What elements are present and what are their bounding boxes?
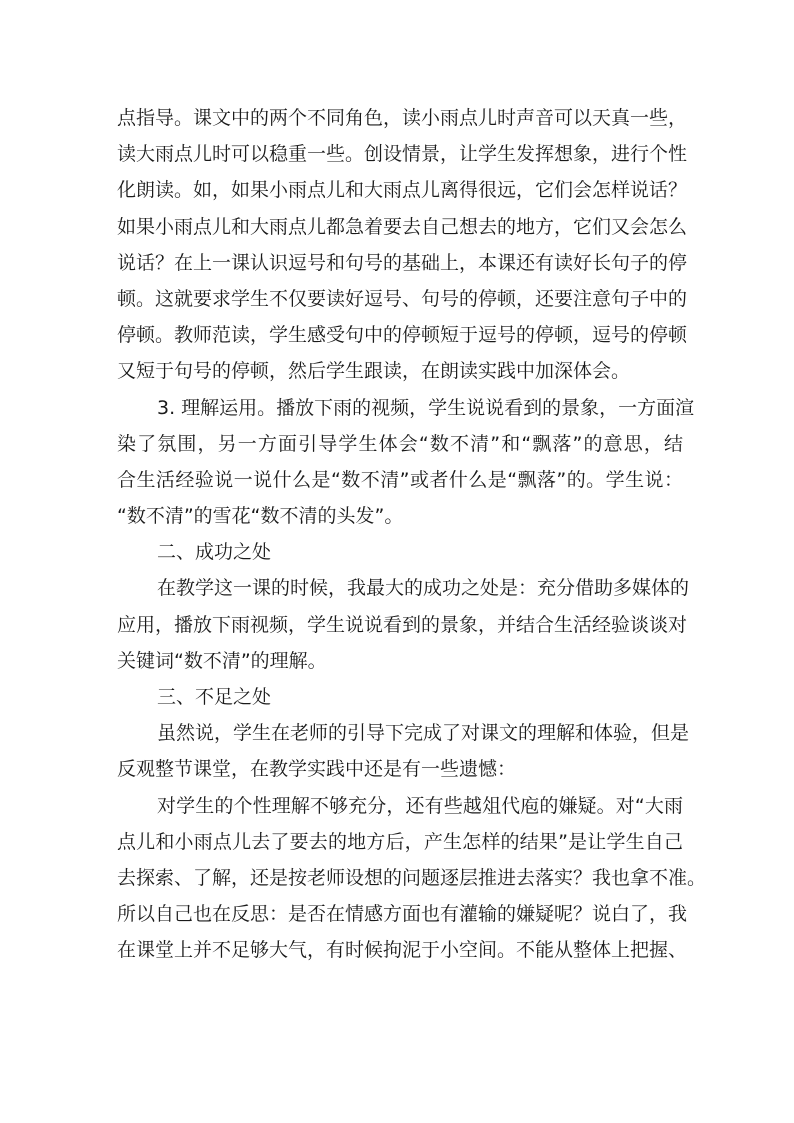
- text-line: 停顿。教师范读，学生感受句中的停顿短于逗号的停顿，逗号的停顿: [117, 324, 688, 347]
- text-line: 应用，播放下雨视频，学生说说看到的景象，并结合生活经验谈谈对: [117, 613, 688, 636]
- text-line: 二、成功之处: [157, 541, 272, 564]
- text-line: 顿。这就要求学生不仅要读好逗号、句号的停顿，还要注意句子中的: [117, 287, 688, 310]
- text-line: 又短于句号的停顿，然后学生跟读，在朗读实践中加深体会。: [117, 360, 631, 383]
- text-line: 读大雨点儿时可以稳重一些。创设情景，让学生发挥想象，进行个性: [117, 143, 688, 166]
- text-line: 点儿和小雨点儿去了要去的地方后，产生怎样的结果”是让学生自己: [117, 830, 683, 853]
- text-line: 反观整节课堂，在教学实践中还是有一些遗憾：: [117, 758, 517, 781]
- document-page: [117, 100, 707, 969]
- text-line: 在教学这一课的时候，我最大的成功之处是：充分借助多媒体的: [157, 577, 690, 600]
- text-line: “数不清”的雪花“数不清的头发”。: [117, 505, 404, 528]
- text-line: 染了氛围，另一方面引导学生体会“数不清”和“飘落”的意思，结: [117, 432, 683, 455]
- text-line: 关键词“数不清”的理解。: [117, 649, 327, 672]
- text-line: 对学生的个性理解不够充分，还有些越俎代庖的嫌疑。对“大雨: [157, 794, 683, 817]
- text-line: 合生活经验说一说什么是“数不清”或者什么是“飘落”的。学生说：: [117, 468, 683, 491]
- text-line: 去探索、了解，还是按老师设想的问题逐层推进去落实？我也拿不准。: [117, 866, 707, 889]
- text-line: 在课堂上并不足够大气，有时候拘泥于小空间。不能从整体上把握、: [117, 939, 688, 962]
- text-line: 说话？在上一课认识逗号和句号的基础上，本课还有读好长句子的停: [117, 251, 688, 274]
- text-line: 三、不足之处: [157, 686, 272, 708]
- text-line: 虽然说，学生在老师的引导下完成了对课文的理解和体验，但是: [157, 722, 690, 745]
- text-line: 所以自己也在反思：是否在情感方面也有灌输的嫌疑呢？说白了，我: [117, 903, 688, 926]
- text-line: 化朗读。如，如果小雨点儿和大雨点儿离得很远，它们会怎样说话？: [117, 179, 688, 202]
- text-line: 如果小雨点儿和大雨点儿都急着要去自己想去的地方，它们又会怎么: [117, 215, 688, 238]
- text-line: 点指导。课文中的两个不同角色，读小雨点儿时声音可以天真一些，: [117, 107, 688, 129]
- text-line: 3. 理解运用。播放下雨的视频，学生说说看到的景象，一方面渲: [157, 396, 695, 419]
